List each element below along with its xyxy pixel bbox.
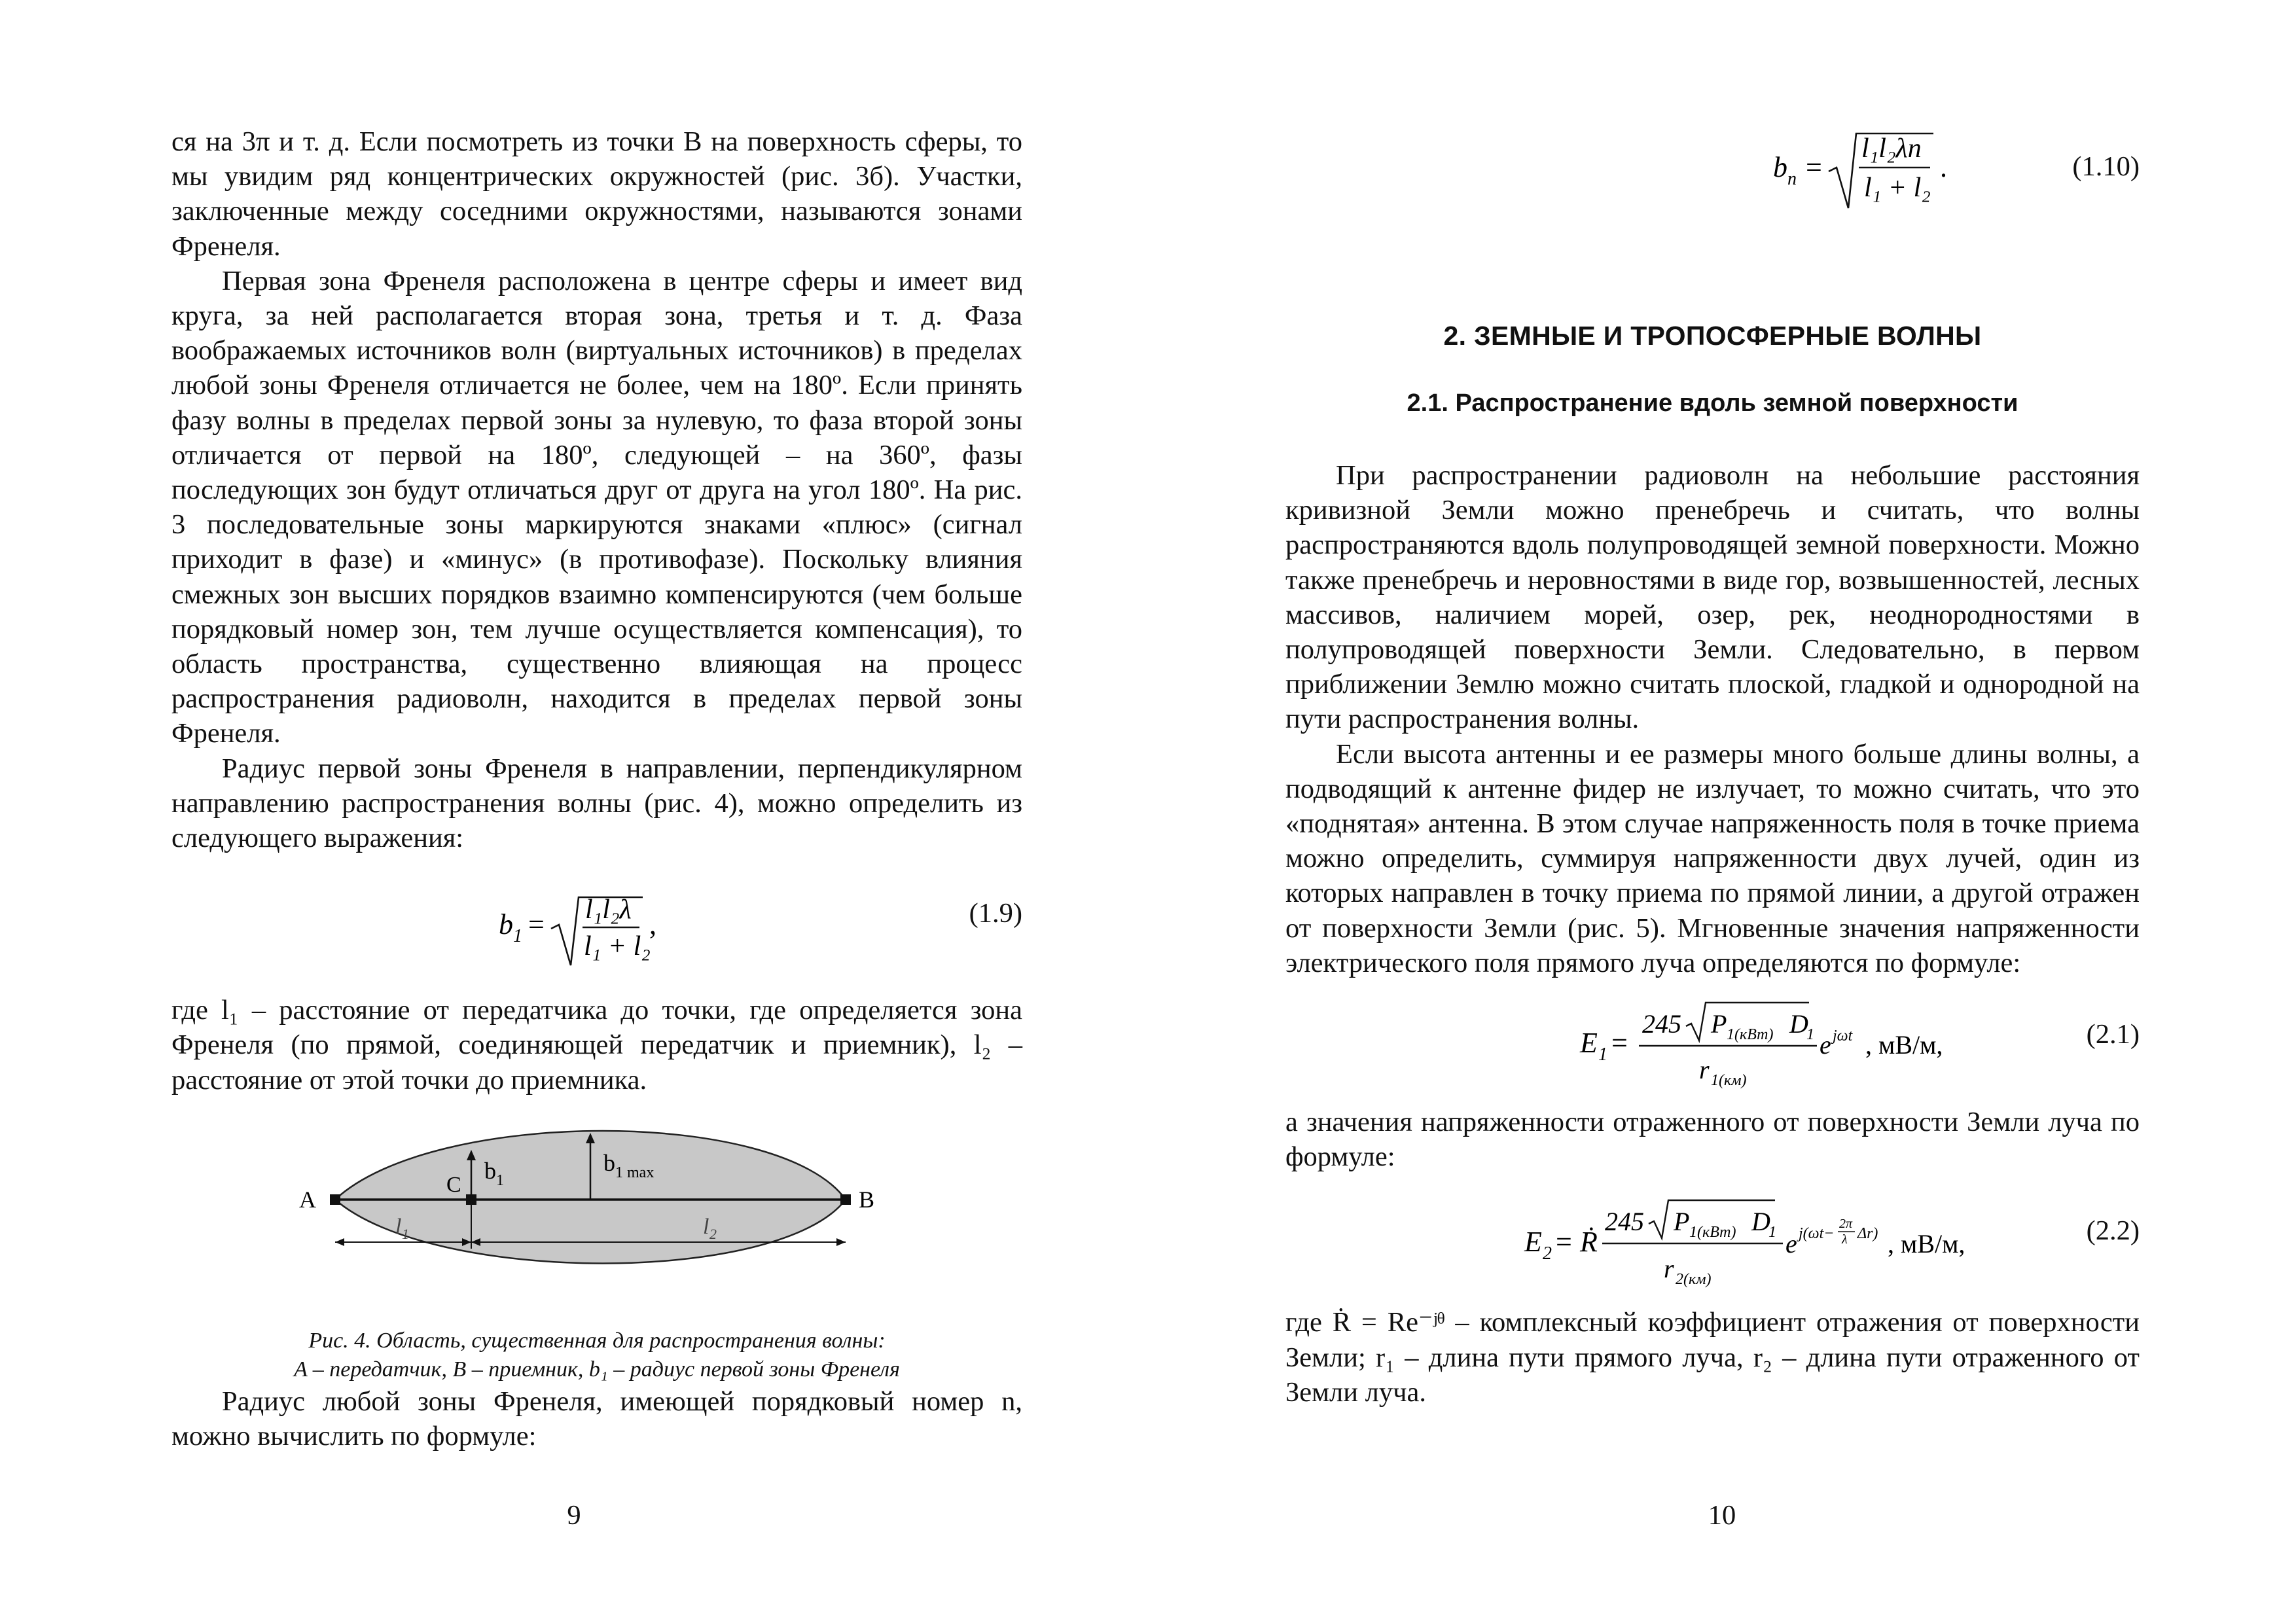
eq-units: , мВ/м, bbox=[1888, 1229, 1965, 1259]
eq-denominator: l₁ + l₂ bbox=[584, 931, 651, 962]
label-b1max: b bbox=[603, 1149, 615, 1176]
eq-tail: , bbox=[649, 908, 656, 941]
fresnel-zone-figure bbox=[171, 1121, 1022, 1330]
subsection-title: 2.1. Распространение вдоль земной поверхности bbox=[1407, 389, 2018, 417]
eq-r-dot: Ṙ bbox=[1580, 1226, 1598, 1258]
equation-2-1 bbox=[1285, 980, 2140, 1105]
eq-exp-base: e bbox=[1785, 1229, 1797, 1259]
point-a-marker bbox=[330, 1194, 340, 1205]
paragraph: а значения напряженности отраженного от поверхности Земли луча по формуле: bbox=[1285, 1107, 2140, 1173]
eq-root-tail-sub: 1 bbox=[1768, 1224, 1776, 1241]
eq-root-tail: D bbox=[1751, 1207, 1770, 1237]
eq-exp: jωt bbox=[1833, 1027, 1853, 1045]
eq-equals: = bbox=[528, 908, 545, 941]
equation-2-1-formula bbox=[1285, 980, 2140, 1105]
equation-1-10-formula bbox=[1285, 124, 2140, 236]
figure-caption-line-1: Рис. 4. Область, существенная для распространения волны: bbox=[308, 1328, 886, 1353]
eq-numerator: l₁l₂λn bbox=[1861, 134, 1922, 164]
right-page bbox=[1148, 0, 2296, 1623]
eq-tail: . bbox=[1940, 151, 1947, 183]
eq-root-tail: D bbox=[1789, 1009, 1808, 1039]
label-l2-sub: 2 bbox=[709, 1225, 717, 1242]
label-c: C bbox=[446, 1172, 461, 1197]
paragraph: где l₁ – расстояние от передатчика до точки, где определяется зона Френеля (по прямой, соединяющей передатчик и приемник), l₂ – расстояние от этой точки до приемника. bbox=[171, 995, 1022, 1096]
equation-label: (1.10) bbox=[2072, 151, 2140, 182]
eq-lhs-sub: n bbox=[1787, 169, 1797, 189]
page-number: 10 bbox=[1708, 1500, 1736, 1531]
eq-den-sub: 2(км) bbox=[1676, 1271, 1712, 1289]
left-column bbox=[171, 124, 1022, 1454]
eq-lhs-sub: 1 bbox=[1598, 1044, 1607, 1065]
eq-coef: 245 bbox=[1642, 1009, 1681, 1039]
paragraph: Радиус первой зоны Френеля в направлении, перпендикулярном направлению распространения волны (рис. 4), можно определить из следующего выражения: bbox=[171, 753, 1022, 854]
eq-lhs: E bbox=[1580, 1027, 1598, 1060]
section-title: 2. ЗЕМНЫЕ И ТРОПОСФЕРНЫЕ ВОЛНЫ bbox=[1443, 321, 1982, 351]
page-number: 9 bbox=[567, 1500, 581, 1531]
eq-den: r bbox=[1699, 1055, 1710, 1085]
equation-1-9 bbox=[171, 855, 1022, 993]
paragraph: Если высота антенны и ее размеры много больше длины волны, а подводящий к антенне фидер не излучает, то можно считать, что это «поднятая» антенна. В этом случае напряженность поля в точке приема можно определить, суммируя напряженности двух лучей, один из которых направлен в точку приема по прямой линии, а другой отражен от поверхности Земли (рис. 5). Мгновенные значения напряженности электрического поля прямого луча определяются по формуле: bbox=[1285, 738, 2140, 978]
equation-2-2 bbox=[1285, 1174, 2140, 1305]
right-column bbox=[1285, 124, 2140, 1410]
point-b-marker bbox=[840, 1194, 851, 1205]
eq-exp-den: λ bbox=[1842, 1232, 1848, 1247]
eq-lhs: b bbox=[1773, 151, 1787, 183]
label-l1: l bbox=[395, 1214, 402, 1239]
l1-arrow-left bbox=[335, 1238, 344, 1246]
eq-lhs: b bbox=[499, 908, 513, 941]
eq-lhs-sub: 2 bbox=[1543, 1243, 1552, 1264]
eq-coef: 245 bbox=[1605, 1207, 1644, 1237]
eq-units: , мВ/м, bbox=[1865, 1030, 1943, 1060]
eq-denominator: l₁ + l₂ bbox=[1864, 173, 1931, 203]
paragraph: Радиус любой зоны Френеля, имеющей порядковый номер n, можно вычислить по формуле: bbox=[171, 1385, 1022, 1452]
eq-lhs: E bbox=[1524, 1226, 1542, 1258]
equation-label: (2.1) bbox=[2086, 1019, 2140, 1050]
l2-arrow-right bbox=[836, 1238, 846, 1246]
paragraph: ся на 3π и т. д. Если посмотреть из точки B на поверхность сферы, то мы увидим ряд концентрических окружностей (рис. 3б). Участки, заключенные между соседними окружностями, называются зонами Френеля. bbox=[171, 126, 1022, 262]
equation-1-9-formula bbox=[171, 855, 1022, 993]
eq-root-sub: 1(кВт) bbox=[1689, 1224, 1736, 1241]
eq-equals: = bbox=[1556, 1226, 1572, 1258]
label-b: B bbox=[859, 1186, 875, 1213]
paragraph: При распространении радиоволн на небольшие расстояния кривизной Земли можно пренебречь и считать, что волны распространяются вдоль полупроводящей земной поверхности. Можно также пренебречь и неровностями в виде гор, возвышенностей, лесных массивов, наличием морей, озер, рек, неоднородностями в полупроводящей поверхности Земли. Следовательно, в первом приближении Землю можно считать плоской, гладкой и однородной на пути распространения волны. bbox=[1285, 460, 2140, 735]
figure-caption-line-2: A – передатчик, B – приемник, b₁ – радиус первой зоны Френеля bbox=[294, 1357, 900, 1382]
equation-2-2-formula bbox=[1285, 1174, 2140, 1305]
eq-exp-b: Δr) bbox=[1857, 1225, 1878, 1243]
eq-den: r bbox=[1664, 1254, 1674, 1284]
eq-exp-a: j(ωt− bbox=[1799, 1225, 1835, 1243]
eq-exp-base: e bbox=[1820, 1030, 1831, 1060]
label-b1max-sub: 1 max bbox=[615, 1164, 655, 1181]
equation-label: (2.2) bbox=[2086, 1215, 2140, 1247]
equation-label: (1.9) bbox=[969, 898, 1022, 929]
paragraph: Первая зона Френеля расположена в центре сферы и имеет вид круга, за ней располагается вторая зона, третья и т. д. Фаза воображаемых источников волн (виртуальных источников) в пределах любой зоны Френеля отличается не более, чем на 180º. Если принять фазу волны в пределах первой зоны за нулевую, то фаза второй зоны отличается от первой на 180º, следующей – на 360º, фазы последующих зон будут отличаться друг от друга на угол 180º. На рис. 3 последовательные зоны маркируются знаками «плюс» (сигнал приходит в фазе) и «минус» (в противофазе). Поскольку влияния смежных зон высших порядков взаимно компенсируются (чем больше порядковый номер зон, тем лучше осуществляется компенсация), то область пространства, существенно влияющая на процесс распространения радиоволн, находится в пределах первой зоны Френеля. bbox=[171, 265, 1022, 749]
label-l2: l bbox=[703, 1214, 709, 1239]
label-b1-sub: 1 bbox=[496, 1171, 504, 1189]
eq-root: P bbox=[1711, 1009, 1727, 1039]
eq-exp-num: 2π bbox=[1839, 1217, 1853, 1232]
eq-root-tail-sub: 1 bbox=[1806, 1026, 1814, 1044]
equation-1-10 bbox=[1285, 124, 2140, 236]
label-b1: b bbox=[484, 1157, 496, 1184]
paragraph: где Ṙ = Re⁻ʲᶿ – комплексный коэффициент отражения от поверхности Земли; r₁ – длина пути прямого луча, r₂ – длина пути отраженного от Земли луча. bbox=[1285, 1307, 2140, 1408]
label-a: A bbox=[299, 1186, 316, 1213]
eq-lhs-sub: 1 bbox=[513, 926, 522, 947]
eq-root-sub: 1(кВт) bbox=[1727, 1026, 1774, 1044]
eq-equals: = bbox=[1611, 1027, 1628, 1060]
label-l1-sub: 1 bbox=[402, 1225, 409, 1242]
eq-equals: = bbox=[1806, 151, 1822, 183]
eq-numerator: l₁l₂λ bbox=[585, 895, 632, 925]
eq-den-sub: 1(км) bbox=[1711, 1072, 1747, 1090]
eq-root: P bbox=[1674, 1207, 1690, 1237]
